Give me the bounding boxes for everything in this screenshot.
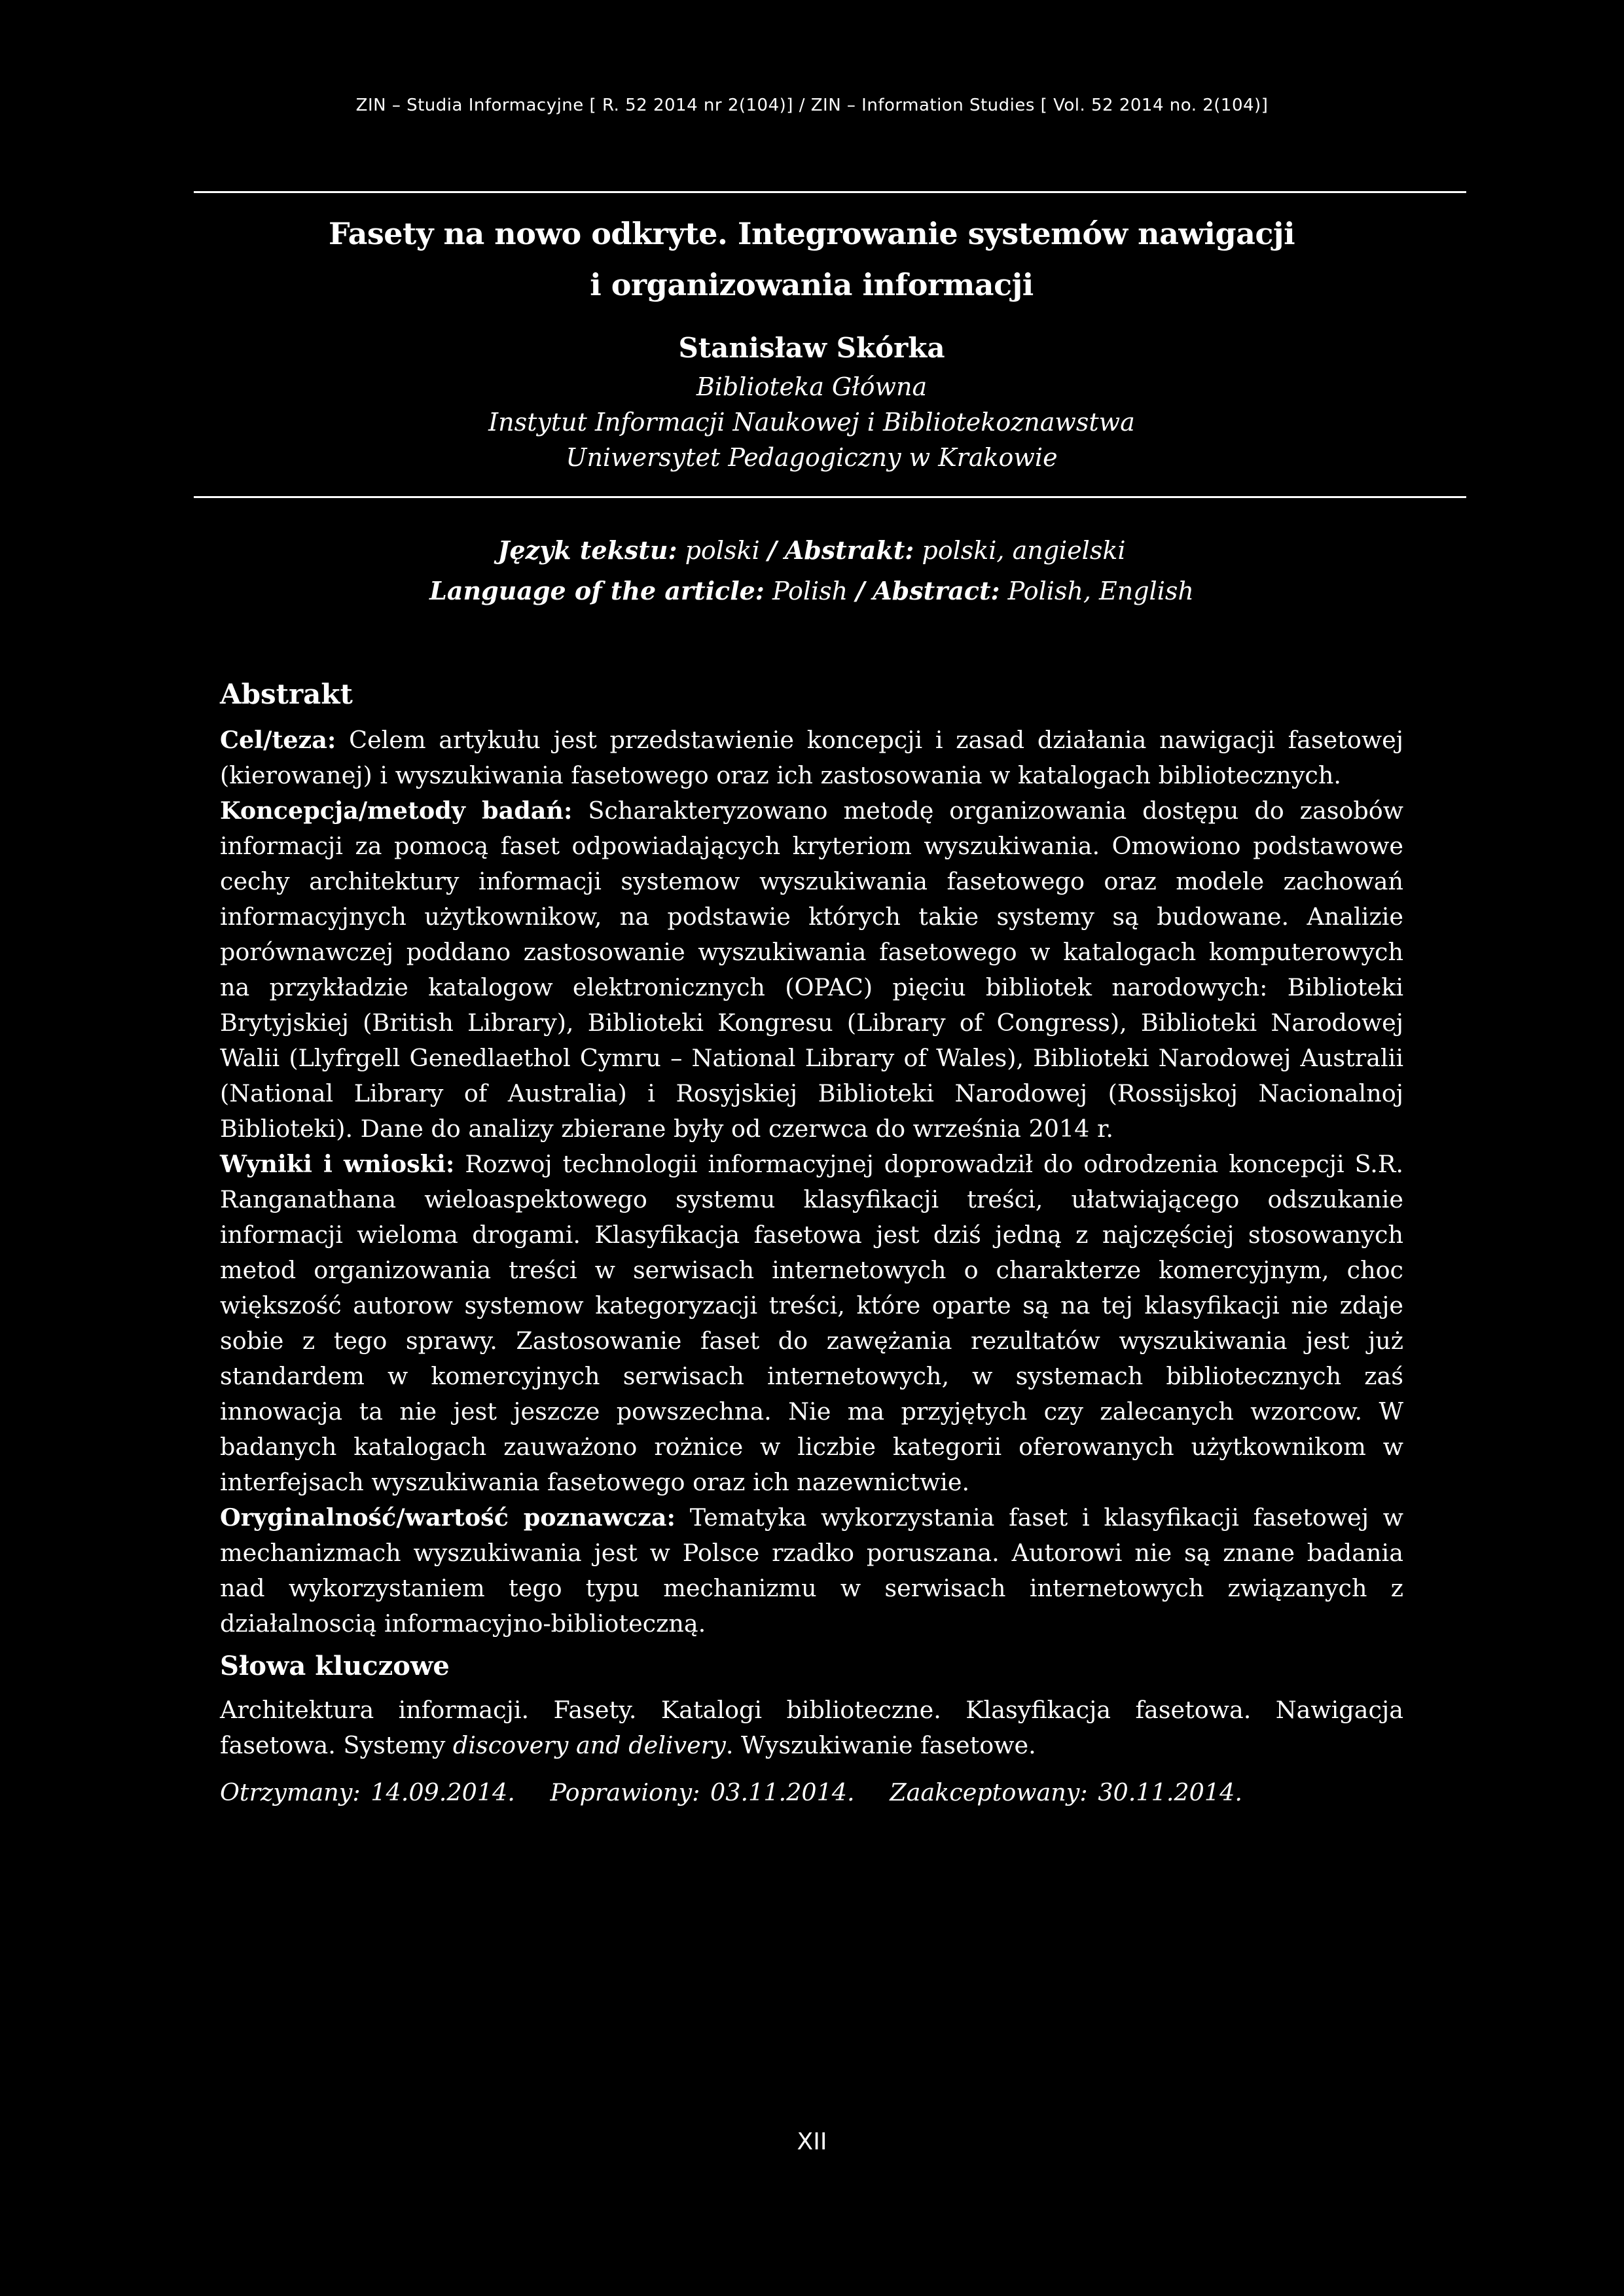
abstract-results [220,1147,1403,1500]
affiliation-3: Uniwersytet Pedagogiczny w Krakowie [566,443,1058,472]
running-head: ZIN – Studia Informacyjne [ R. 52 2014 nr 2(104)] / ZIN – Information Studies [ Vol. 52 2014 no. 2(104)] [355,96,1269,115]
author-name: Stanisław Skórka [678,332,945,364]
abstract-originality [220,1500,1403,1641]
originality-text: Tematyka wykorzystania faset i klasyfikacji fasetowej w mechanizmach wyszukiwania jest w Polsce rzadko poruszana. Autorowi nie są znane badania nad wykorzystaniem tego typu mechanizmu w serwisach internetowych związanych z działalnoscią informacyjno-biblioteczną. [220,1503,1403,1638]
abstract-method [220,793,1403,1147]
date-accepted: Zaakceptowany: 30.11.2014. [890,1778,1242,1806]
top-divider [194,191,1466,193]
title-line-2: i organizowania informacji [590,267,1034,302]
date-revised: Poprawiony: 03.11.2014. [550,1778,855,1806]
goal-label: Cel/teza: [220,726,336,754]
language-info [196,530,1427,611]
pl-text-label: Język tekstu: [497,535,677,565]
results-label: Wyniki i wnioski: [220,1150,455,1178]
pl-text-value: polski [685,536,760,565]
en-abstract-label: Abstract: [873,576,1000,605]
method-label: Koncepcja/metody badań: [220,797,573,825]
abstract-goal [220,723,1403,793]
affiliation-2: Instytut Informacji Naukowej i Bibliotekoznawstwa [488,408,1135,437]
keywords-heading: Słowa kluczowe [220,1651,450,1681]
en-abstract-value: Polish, English [1007,577,1194,605]
article-dates [220,1775,1403,1810]
keywords-italic: discovery and delivery [452,1731,726,1759]
keywords-text [220,1693,1403,1763]
method-text: Scharakteryzowano metodę organizowania dostępu do zasobów informacji za pomocą faset odpowiadających kryteriom wyszukiwania. Omowiono podstawowe cechy architektury informacji systemow wyszukiwania fasetowego oraz modele zachowań informacyjnych użytkownikow, na podstawie których takie systemy są budowane. Analizie porównawczej poddano zastosowanie wyszukiwania fasetowego w katalogach komputerowych na przykładzie katalogow elektronicznych (OPAC) pięciu bibliotek narodowych: Biblioteki Brytyjskiej (British Library), Biblioteki Kongresu (Library of Congress), Biblioteki Narodowej Walii (Llyfrgell Genedlaethol Cymru – National Library of Wales), Biblioteki Narodowej Australii (National Library of Australia) i Rosyjskiej Biblioteki Narodowej (Rossijskoj Nacionalnoj Biblioteki). Dane do analizy zbierane były od czerwca do września 2014 r. [220,797,1403,1143]
article-title [196,208,1427,310]
results-text: Rozwoj technologii informacyjnej doprowadził do odrodzenia koncepcji S.R. Ranganathana wieloaspektowego systemu klasyfikacji treści, ułatwiającego odszukanie informacji wieloma drogami. Klasyfikacja fasetowa jest dziś jedną z najczęściej stosowanych metod organizowania treści w serwisach internetowych o charakterze komercyjnym, choc większość autorow systemow kategoryzacji treści, które oparte są na tej klasyfikacji nie zdaje sobie z tego sprawy. Zastosowanie faset do zawężania rezultatów wyszukiwania jest już standardem w komercyjnych serwisach internetowych, w systemach bibliotecznych zaś innowacja ta nie jest jeszcze powszechna. Nie ma przyjętych czy zalecanych wzorcow. W badanych katalogach zauważono rożnice w liczbie kategorii oferowanych użytkownikom w interfejsach wyszukiwania fasetowego oraz ich nazewnictwie. [220,1150,1403,1496]
en-text-label: Language of the article: [429,576,765,605]
originality-label: Oryginalność/wartość poznawcza: [220,1503,676,1532]
author-block [196,327,1427,475]
en-text-value: Polish [772,577,848,605]
pl-abstract-value: polski, angielski [922,536,1126,565]
language-line-pl: Język tekstu: polski / Abstrakt: polski, angielski [497,535,1126,565]
date-received: Otrzymany: 14.09.2014. [220,1778,515,1806]
page-number: XII [797,2128,827,2155]
goal-text: Celem artykułu jest przedstawienie koncepcji i zasad działania nawigacji fasetowej (kierowanej) i wyszukiwania fasetowego oraz ich zastosowania w katalogach bibliotecznych. [220,726,1403,789]
abstract-section [220,674,1403,1810]
title-line-1: Fasety na nowo odkryte. Integrowanie systemów nawigacji [328,216,1295,251]
pl-abstract-label: Abstrakt: [784,535,914,565]
keywords-part-1: Architektura informacji. Fasety. Katalogi biblioteczne. Klasyfikacja fasetowa. Nawigacja fasetowa. Systemy [220,1696,1403,1759]
bottom-divider [194,496,1466,498]
affiliation-1: Biblioteka Główna [696,372,928,401]
abstract-heading: Abstrakt [220,678,353,710]
keywords-part-2: . Wyszukiwanie fasetowe. [725,1731,1036,1759]
language-line-en: Language of the article: Polish / Abstract: Polish, English [429,576,1194,605]
